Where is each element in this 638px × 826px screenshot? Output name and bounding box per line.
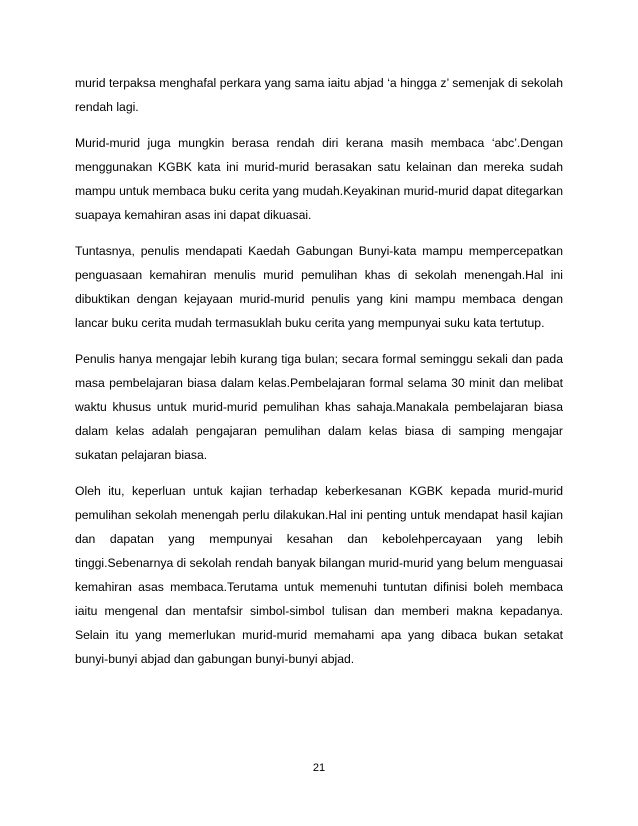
paragraph-4: Penulis hanya mengajar lebih kurang tiga bulan; secara formal seminggu sekali dan pada masa pembelajaran biasa dalam kelas.Pembelajaran formal selama 30 minit dan melibat waktu khusus untuk murid-murid pemulihan khas sahaja.Manakala pembelajaran biasa dalam kelas adalah pengajaran pemulihan dalam kelas biasa di samping mengajar sukatan pelajaran biasa. bbox=[75, 352, 563, 462]
paragraph-3: Tuntasnya, penulis mendapati Kaedah Gabungan Bunyi-kata mampu mempercepatkan penguasaan kemahiran menulis murid pemulihan khas di sekolah menengah.Hal ini dibuktikan dengan kejayaan murid-murid penulis yang kini mampu membaca dengan lancar buku cerita mudah termasuklah buku cerita yang mempunyai suku kata tertutup. bbox=[75, 244, 563, 330]
paragraph-2: Murid-murid juga mungkin berasa rendah diri kerana masih membaca ‘abc’.Dengan menggunakan KGBK kata ini murid-murid berasakan satu kelainan dan mereka sudah mampu untuk membaca buku cerita yang mudah.Keyakinan murid-murid dapat ditegarkan suapaya kemahiran asas ini dapat dikuasai. bbox=[75, 136, 563, 222]
page-number: 21 bbox=[312, 762, 326, 774]
page-body bbox=[75, 71, 563, 683]
paragraph-5: Oleh itu, keperluan untuk kajian terhadap keberkesanan KGBK kepada murid-murid pemulihan sekolah menengah perlu dilakukan.Hal ini penting untuk mendapat hasil kajian dan dapatan yang mempunyai kesahan dan kebolehpercayaan yang lebih tinggi.Sebenarnya di sekolah rendah banyak bilangan murid-murid yang belum menguasai kemahiran asas membaca.Terutama untuk memenuhi tuntutan difinisi boleh membaca iaitu mengenal dan mentafsir simbol-simbol tulisan dan memberi makna kepadanya. Selain itu yang memerlukan murid-murid memahami apa yang dibaca bukan setakat bunyi-bunyi abjad dan gabungan bunyi-bunyi abjad. bbox=[75, 484, 563, 666]
paragraph-1: murid terpaksa menghafal perkara yang sama iaitu abjad ‘a hingga z’ semenjak di sekolah rendah lagi. bbox=[75, 76, 563, 114]
